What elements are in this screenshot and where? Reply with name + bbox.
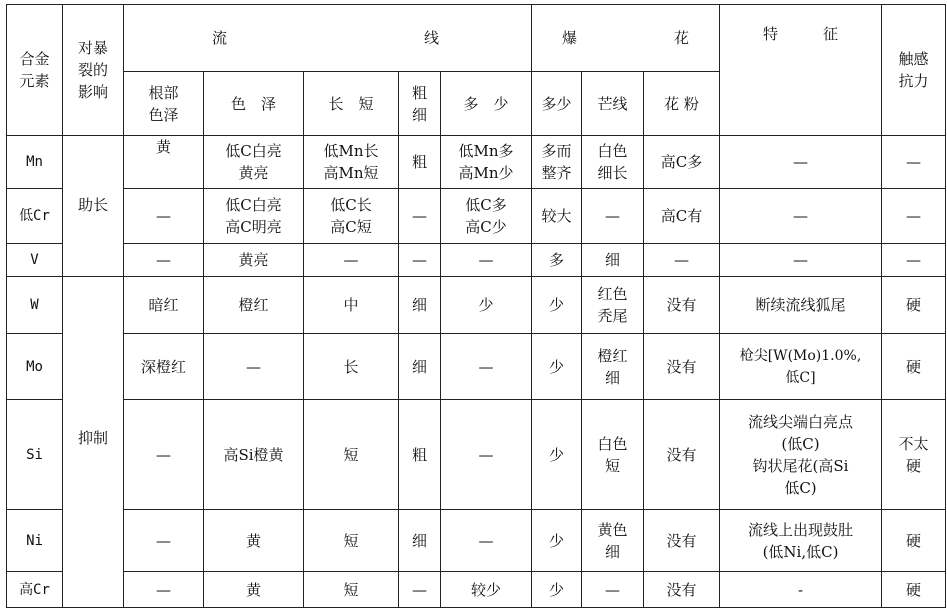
cell-awn: — <box>582 572 644 608</box>
cell-color: 黄 <box>204 572 304 608</box>
cell-root: — <box>124 189 204 244</box>
table-row <box>7 244 946 277</box>
cell-amount: — <box>441 510 532 572</box>
cell-awn: 黄色 细 <box>582 510 644 572</box>
cell-root: — <box>124 510 204 572</box>
cell-amount: — <box>441 400 532 510</box>
cell-feature: 流线上出现鼓肚 (低Ni,低C) <box>720 510 882 572</box>
cell-length: 短 <box>304 510 399 572</box>
cell-color: 高Si橙黄 <box>204 400 304 510</box>
cell-pollen: — <box>644 244 720 277</box>
cell-thickness: — <box>399 572 441 608</box>
cell-pollen: 高C多 <box>644 136 720 189</box>
cell-awn: 橙红 细 <box>582 334 644 400</box>
subheader-burst-count: 多少 <box>532 72 582 136</box>
cell-root: — <box>124 400 204 510</box>
cell-awn: 白色 短 <box>582 400 644 510</box>
table-row <box>7 400 946 510</box>
cell-feature: — <box>720 244 882 277</box>
cell-touch: — <box>882 136 946 189</box>
cell-feature: - <box>720 572 882 608</box>
cell-pollen: 没有 <box>644 400 720 510</box>
cell-pollen: 没有 <box>644 572 720 608</box>
cell-burst-count: 少 <box>532 572 582 608</box>
cell-pollen: 没有 <box>644 334 720 400</box>
cell-element: 高Cr <box>7 572 63 608</box>
cell-amount: 少 <box>441 277 532 334</box>
cell-color: 黄亮 <box>204 244 304 277</box>
table-row <box>7 572 946 608</box>
cell-color: — <box>204 334 304 400</box>
cell-thickness: 粗 <box>399 400 441 510</box>
alloy-spark-table <box>6 4 946 608</box>
cell-effect-suppress: 抑制 <box>63 277 124 608</box>
cell-root: — <box>124 244 204 277</box>
header-streamline-right: 线 <box>423 29 439 47</box>
header-burst-right: 花 <box>673 29 689 47</box>
header-burst <box>532 5 720 72</box>
table-row <box>7 334 946 400</box>
cell-root: 黄 <box>124 136 204 189</box>
cell-effect-promote: 助长 <box>63 136 124 277</box>
subheader-thickness: 粗 细 <box>399 72 441 136</box>
header-burst-left: 爆 <box>562 29 578 47</box>
cell-element: Ni <box>7 510 63 572</box>
header-element: 合金 元素 <box>7 5 63 136</box>
cell-burst-count: 多 <box>532 244 582 277</box>
cell-element: W <box>7 277 63 334</box>
cell-element: V <box>7 244 63 277</box>
cell-feature: 枪尖[W(Mo)1.0%, 低C] <box>720 334 882 400</box>
cell-feature: — <box>720 189 882 244</box>
cell-color: 低C白亮 黄亮 <box>204 136 304 189</box>
cell-length: 短 <box>304 572 399 608</box>
cell-thickness: 细 <box>399 277 441 334</box>
header-touch: 触感 抗力 <box>882 5 946 136</box>
cell-awn: 红色 秃尾 <box>582 277 644 334</box>
cell-color: 黄 <box>204 510 304 572</box>
cell-touch: 不太 硬 <box>882 400 946 510</box>
cell-thickness: 细 <box>399 334 441 400</box>
cell-awn: 细 <box>582 244 644 277</box>
table-row <box>7 510 946 572</box>
cell-root: — <box>124 572 204 608</box>
cell-amount: — <box>441 244 532 277</box>
cell-color: 低C白亮 高C明亮 <box>204 189 304 244</box>
cell-thickness: 粗 <box>399 136 441 189</box>
table-row <box>7 277 946 334</box>
subheader-length: 长 短 <box>304 72 399 136</box>
cell-burst-count: 少 <box>532 400 582 510</box>
cell-amount: — <box>441 334 532 400</box>
cell-color: 橙红 <box>204 277 304 334</box>
cell-touch: 硬 <box>882 510 946 572</box>
cell-feature: 流线尖端白亮点 (低C) 钩状尾花(高Si 低C) <box>720 400 882 510</box>
cell-element: Mn <box>7 136 63 189</box>
cell-pollen: 高C有 <box>644 189 720 244</box>
table-row <box>7 136 946 189</box>
cell-amount: 低C多 高C少 <box>441 189 532 244</box>
cell-touch: — <box>882 244 946 277</box>
cell-burst-count: 较大 <box>532 189 582 244</box>
cell-burst-count: 少 <box>532 334 582 400</box>
cell-amount: 较少 <box>441 572 532 608</box>
table-row <box>7 189 946 244</box>
cell-length: 中 <box>304 277 399 334</box>
cell-thickness: — <box>399 244 441 277</box>
cell-length: — <box>304 244 399 277</box>
cell-touch: 硬 <box>882 277 946 334</box>
subheader-pollen: 花 粉 <box>644 72 720 136</box>
header-streamline-left: 流 <box>212 29 228 47</box>
cell-thickness: 细 <box>399 510 441 572</box>
cell-burst-count: 多而 整齐 <box>532 136 582 189</box>
cell-thickness: — <box>399 189 441 244</box>
cell-element: Si <box>7 400 63 510</box>
cell-pollen: 没有 <box>644 510 720 572</box>
cell-element: 低Cr <box>7 189 63 244</box>
cell-root: 暗红 <box>124 277 204 334</box>
cell-element: Mo <box>7 334 63 400</box>
cell-feature: 断续流线狐尾 <box>720 277 882 334</box>
cell-length: 长 <box>304 334 399 400</box>
cell-length: 低Mn长 高Mn短 <box>304 136 399 189</box>
cell-awn: 白色 细长 <box>582 136 644 189</box>
subheader-amount: 多 少 <box>441 72 532 136</box>
cell-feature: — <box>720 136 882 189</box>
cell-root: 深橙红 <box>124 334 204 400</box>
cell-length: 短 <box>304 400 399 510</box>
cell-pollen: 没有 <box>644 277 720 334</box>
header-streamline <box>124 5 532 72</box>
subheader-root-color: 根部 色泽 <box>124 72 204 136</box>
header-feature: 特 征 <box>720 5 882 136</box>
subheader-awn: 芒线 <box>582 72 644 136</box>
cell-touch: 硬 <box>882 572 946 608</box>
cell-awn: — <box>582 189 644 244</box>
cell-burst-count: 少 <box>532 510 582 572</box>
cell-touch: — <box>882 189 946 244</box>
cell-touch: 硬 <box>882 334 946 400</box>
subheader-color: 色 泽 <box>204 72 304 136</box>
cell-length: 低C长 高C短 <box>304 189 399 244</box>
cell-burst-count: 少 <box>532 277 582 334</box>
cell-amount: 低Mn多 高Mn少 <box>441 136 532 189</box>
header-effect: 对暴 裂的 影响 <box>63 5 124 136</box>
